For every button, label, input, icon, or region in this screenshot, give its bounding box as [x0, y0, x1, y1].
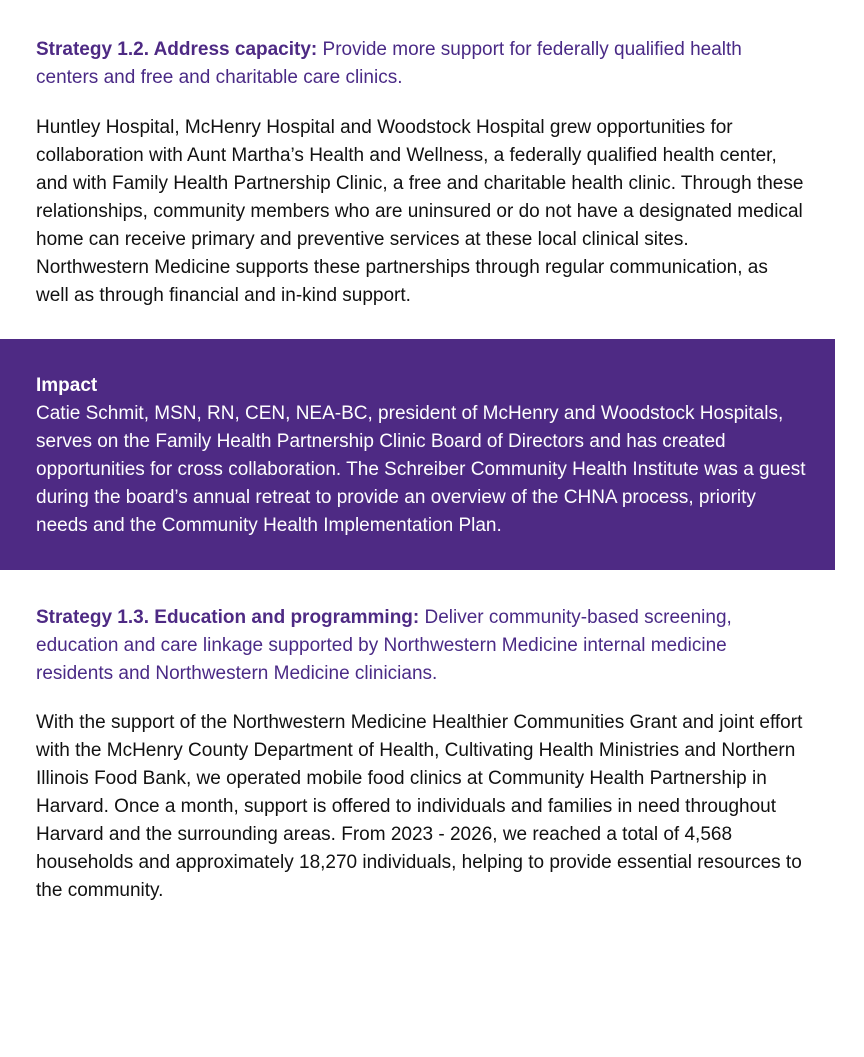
impact-title: Impact [36, 375, 98, 396]
strategy-1-3-lead: Strategy 1.3. Education and programming: [36, 607, 420, 628]
strategy-1-2-paragraph: Huntley Hospital, McHenry Hospital and Woodstock Hospital grew opportunities for collaboration with Aunt Martha’s Health and Wellness, a federally qualified health center, and with Family Health Partnership Clinic, a free and charitable health clinic. Through these relationships, community members who are uninsured or do not have a designated medical home can receive primary and preventive services at these local clinical sites. Northwestern Medicine supports these partnerships through regular communication, as well as through financial and in-kind support. [36, 117, 804, 306]
strategy-1-2-lead: Strategy 1.2. Address capacity: [36, 39, 318, 60]
strategy-1-2-heading [36, 36, 804, 92]
strategy-1-2-text: Provide more support for federally qualified health centers and free and charitable care clinics. [36, 39, 742, 88]
impact-text: Catie Schmit, MSN, RN, CEN, NEA-BC, president of McHenry and Woodstock Hospitals, serves on the Family Health Partnership Clinic Board of Directors and has created opportunities for cross collaboration. The Schreiber Community Health Institute was a guest during the board’s annual retreat to provide an overview of the CHNA process, priority needs and the Community Health Implementation Plan. [36, 403, 806, 536]
strategy-1-3-heading [36, 604, 804, 688]
impact-content [36, 372, 806, 540]
impact-box [0, 339, 835, 570]
strategy-1-3-text: Deliver community-based screening, education and care linkage supported by Northwestern Medicine internal medicine residents and Northwestern Medicine clinicians. [36, 607, 732, 684]
strategy-1-3-paragraph: With the support of the Northwestern Medicine Healthier Communities Grant and joint effort with the McHenry County Department of Health, Cultivating Health Ministries and Northern Illinois Food Bank, we operated mobile food clinics at Community Health Partnership in Harvard. Once a month, support is offered to individuals and families in need throughout Harvard and the surrounding areas. From 2023 - 2026, we reached a total of 4,568 households and approximately 18,270 individuals, helping to provide essential resources to the community. [36, 712, 803, 901]
